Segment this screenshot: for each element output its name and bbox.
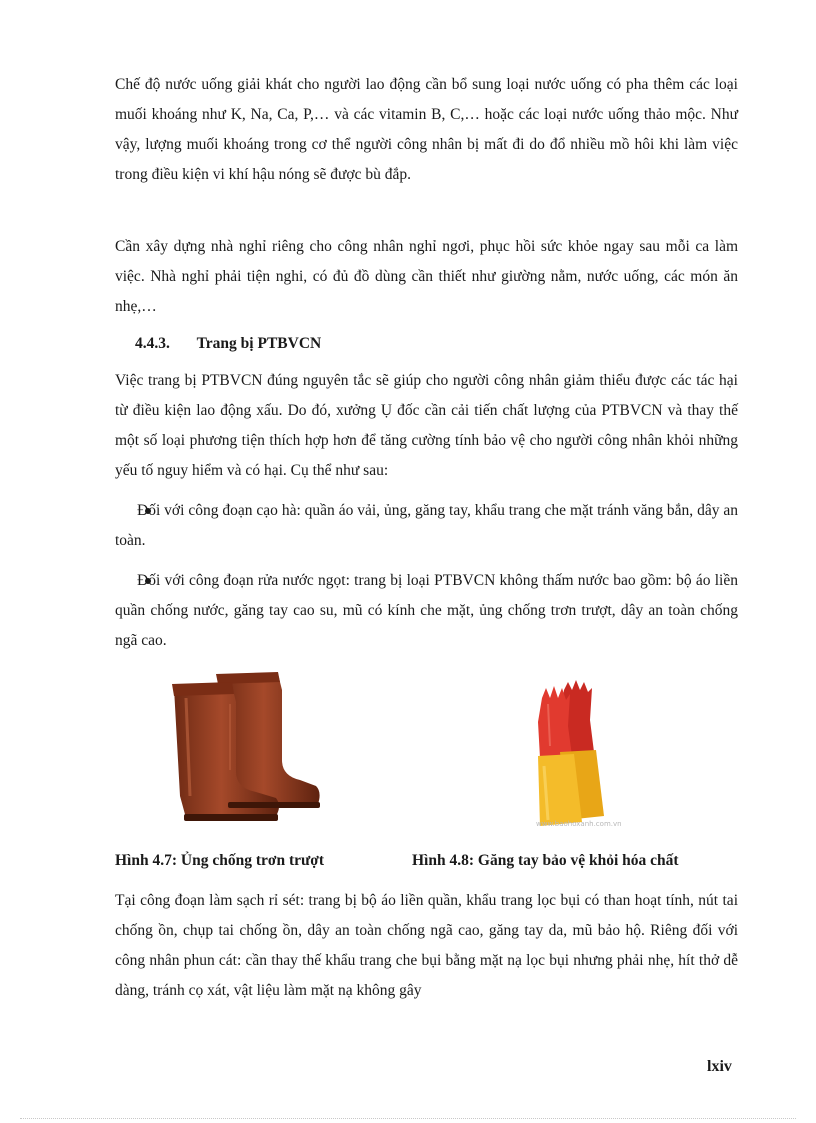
paragraph-rest-house: Cần xây dựng nhà nghỉ riêng cho công nhân nghỉ ngơi, phục hồi sức khỏe ngay sau mỗi ca làm việc. Nhà nghỉ phải tiện nghi, có đủ đồ dùng cần thiết như giường nằm, nước uống, các món ăn nhẹ,… xyxy=(115,238,738,315)
section-heading xyxy=(135,329,321,359)
bullet-item-freshwater-wash: Đối với công đoạn rửa nước ngọt: trang bị loại PTBVCN không thấm nước bao gồm: bộ áo liền quần chống nước, găng tay cao su, mũ có kính che mặt, ủng chống trơn trượt, dây an toàn chống ngã cao. xyxy=(115,572,738,649)
gloves-watermark: www.baohoxanh.com.vn xyxy=(536,820,622,828)
section-number: 4.4.3. xyxy=(135,335,170,352)
paragraph-drinking-water: Chế độ nước uống giải khát cho người lao động cần bổ sung loại nước uống có pha thêm các loại muối khoáng như K, Na, Ca, P,… và các vitamin B, C,… hoặc các loại nước uống thảo mộc. Như vậy, lượng muối khoáng trong cơ thể người công nhân bị mất đi do đổ nhiều mồ hôi khi làm việc trong điều kiện vi khí hậu nóng sẽ được bù đắp. xyxy=(115,76,738,183)
page-bottom-divider xyxy=(20,1118,796,1119)
page-number: lxiv xyxy=(707,1058,732,1075)
gloves-image xyxy=(520,676,630,836)
figure-caption-gloves: Hình 4.8: Găng tay bảo vệ khỏi hóa chất xyxy=(412,852,679,869)
boots-image xyxy=(160,668,330,828)
rubber-boots-illustration xyxy=(160,668,330,828)
chemical-gloves-illustration xyxy=(520,676,630,836)
paragraph-ppe-intro: Việc trang bị PTBVCN đúng nguyên tắc sẽ giúp cho người công nhân giảm thiểu được các tác hại từ điều kiện lao động xấu. Do đó, xưởng Ụ đốc cần cải tiến chất lượng của PTBVCN và thay thế một số loại phương tiện thích hợp hơn để tăng cường tính bảo vệ cho người công nhân khỏi những yếu tố nguy hiểm và có hại. Cụ thể như sau: xyxy=(115,372,738,479)
section-title: Trang bị PTBVCN xyxy=(196,335,322,352)
bullet-item-scraping: Đối với công đoạn cạo hà: quần áo vải, ủng, găng tay, khẩu trang che mặt tránh văng bắn, dây an toàn. xyxy=(115,502,738,549)
figure-caption-boots: Hình 4.7: Ủng chống trơn trượt xyxy=(115,852,325,869)
paragraph-rust-cleaning: Tại công đoạn làm sạch rỉ sét: trang bị bộ áo liền quần, khẩu trang lọc bụi có than hoạt tính, nút tai chống ồn, chụp tai chống ồn, dây an toàn chống ngã cao, găng tay da, mũ bảo hộ. Riêng đối với công nhân phun cát: cần thay thế khẩu trang che bụi bằng mặt nạ lọc bụi nhưng phải nhẹ, hít thở dễ dàng, tránh cọ xát, vật liệu làm mặt nạ không gây xyxy=(115,892,738,999)
